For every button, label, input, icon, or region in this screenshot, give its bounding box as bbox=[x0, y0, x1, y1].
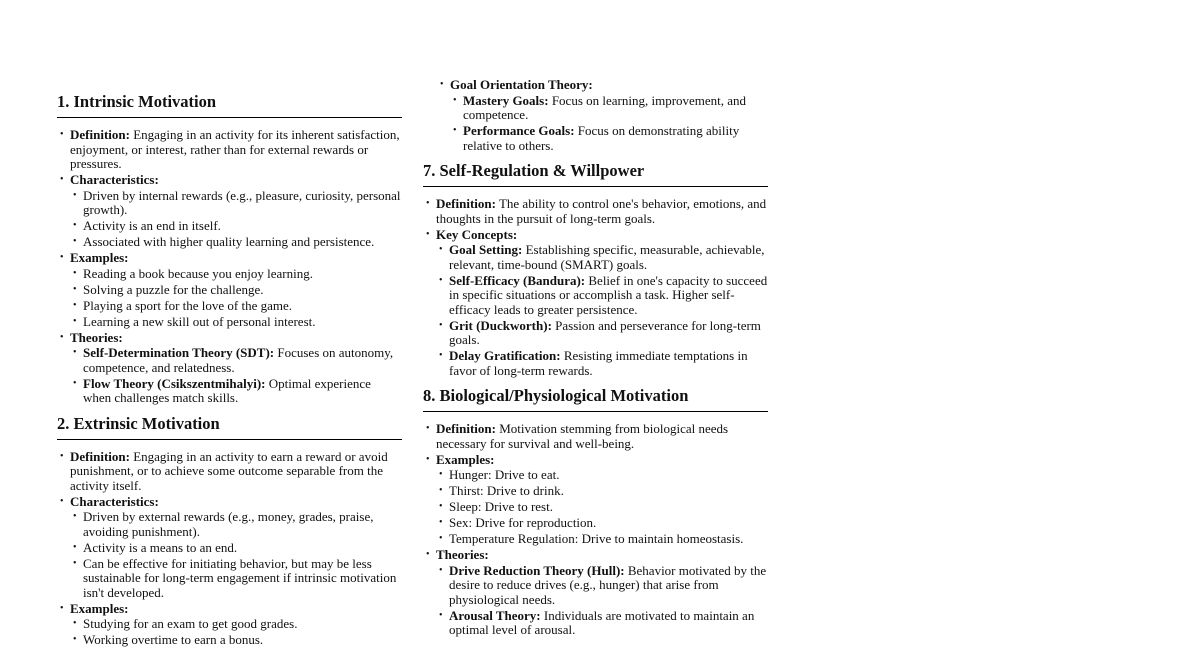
examples-item: • Examples: • Studying for an exam to get good grades. • Working overtime to earn a bonus. bbox=[57, 602, 402, 648]
list-item: • Self-Efficacy (Bandura): Belief in one's capacity to succeed in specific situations or accomplish a task. Higher self-efficacy leads to greater persistence. bbox=[436, 274, 768, 318]
goal-orientation-block bbox=[423, 78, 768, 153]
list-item: • Self-Determination Theory (SDT): Focuses on autonomy, competence, and relatedness. bbox=[70, 346, 402, 375]
section-heading: 1. Intrinsic Motivation bbox=[57, 92, 402, 118]
list-item: • Performance Goals: Focus on demonstrating ability relative to others. bbox=[450, 124, 768, 153]
section-self-regulation bbox=[423, 161, 768, 378]
goal-orientation-item: • Goal Orientation Theory: • Mastery Goals: Focus on learning, improvement, and competence. • Performance Goals: Focus on demonstrating ability relative to others. bbox=[437, 78, 768, 153]
list-item: • Learning a new skill out of personal interest. bbox=[70, 315, 402, 330]
list-item: • Drive Reduction Theory (Hull): Behavior motivated by the desire to reduce drives (e.g., hunger) that arise from physiological needs. bbox=[436, 564, 768, 608]
list-item: • Working overtime to earn a bonus. bbox=[70, 633, 402, 648]
section-heading: 7. Self-Regulation & Willpower bbox=[423, 161, 768, 187]
key-concepts-item: • Key Concepts: • Goal Setting: Establishing specific, measurable, achievable, relevant, time-bound (SMART) goals. • Self-Efficacy (Bandura): Belief in one's capacity to succeed in specific situations or accomplish a task. Higher self-efficacy leads to greater persistence. • Grit (Duckworth): Passion and perseverance for long-term goals. • Delay Gratification: Resisting immediate temptations in favor of long-term rewards. bbox=[423, 228, 768, 379]
list-item: • Temperature Regulation: Drive to maintain homeostasis. bbox=[436, 532, 768, 547]
examples-item: • Examples: • Reading a book because you enjoy learning. • Solving a puzzle for the challenge. • Playing a sport for the love of the game. • Learning a new skill out of personal interest. bbox=[57, 251, 402, 329]
list-item: • Hunger: Drive to eat. bbox=[436, 468, 768, 483]
list-item: • Studying for an exam to get good grades. bbox=[70, 617, 402, 632]
section-heading: 8. Biological/Physiological Motivation bbox=[423, 386, 768, 412]
examples-item: • Examples: • Hunger: Drive to eat. • Thirst: Drive to drink. • Sleep: Drive to rest. • Sex: Drive for reproduction. • Temperature Regulation: Drive to maintain homeostasis. bbox=[423, 453, 768, 547]
section-intrinsic-motivation bbox=[57, 92, 402, 406]
list-item: • Driven by external rewards (e.g., money, grades, praise, avoiding punishment). bbox=[70, 510, 402, 539]
definition-item: • Definition: Engaging in an activity to earn a reward or avoid punishment, or to achieve some outcome separable from the activity itself. bbox=[57, 450, 402, 494]
theories-item: • Theories: • Self-Determination Theory (SDT): Focuses on autonomy, competence, and relatedness. • Flow Theory (Csikszentmihalyi): Optimal experience when challenges match skills. bbox=[57, 331, 402, 406]
theories-item: • Theories: • Drive Reduction Theory (Hull): Behavior motivated by the desire to reduce drives (e.g., hunger) that arise from physiological needs. • Arousal Theory: Individuals are motivated to maintain an optimal level of arousal. bbox=[423, 548, 768, 638]
list-item: • Arousal Theory: Individuals are motivated to maintain an optimal level of arousal. bbox=[436, 609, 768, 638]
list-item: • Driven by internal rewards (e.g., pleasure, curiosity, personal growth). bbox=[70, 189, 402, 218]
list-item: • Flow Theory (Csikszentmihalyi): Optimal experience when challenges match skills. bbox=[70, 377, 402, 406]
definition-item: • Definition: The ability to control one's behavior, emotions, and thoughts in the pursuit of long-term goals. bbox=[423, 197, 768, 226]
list-item: • Can be effective for initiating behavior, but may be less sustainable for long-term engagement if intrinsic motivation isn't developed. bbox=[70, 557, 402, 601]
list-item: • Goal Setting: Establishing specific, measurable, achievable, relevant, time-bound (SMART) goals. bbox=[436, 243, 768, 272]
list-item: • Associated with higher quality learning and persistence. bbox=[70, 235, 402, 250]
list-item: • Activity is an end in itself. bbox=[70, 219, 402, 234]
section-biological-motivation bbox=[423, 386, 768, 638]
characteristics-item: • Characteristics: • Driven by external rewards (e.g., money, grades, praise, avoiding punishment). • Activity is a means to an end. • Can be effective for initiating behavior, but may be less sustainable for long-term engagement if intrinsic motivation isn't developed. bbox=[57, 495, 402, 601]
characteristics-item: • Characteristics: • Driven by internal rewards (e.g., pleasure, curiosity, personal growth). • Activity is an end in itself. • Associated with higher quality learning and persistence. bbox=[57, 173, 402, 250]
list-item: • Reading a book because you enjoy learning. bbox=[70, 267, 402, 282]
list-item: • Sex: Drive for reproduction. bbox=[436, 516, 768, 531]
list-item: • Sleep: Drive to rest. bbox=[436, 500, 768, 515]
list-item: • Mastery Goals: Focus on learning, improvement, and competence. bbox=[450, 94, 768, 123]
definition-item: • Definition: Engaging in an activity for its inherent satisfaction, enjoyment, or interest, rather than for external rewards or pressures. bbox=[57, 128, 402, 172]
list-item: • Thirst: Drive to drink. bbox=[436, 484, 768, 499]
list-item: • Solving a puzzle for the challenge. bbox=[70, 283, 402, 298]
definition-item: • Definition: Motivation stemming from biological needs necessary for survival and well-being. bbox=[423, 422, 768, 451]
right-column bbox=[423, 78, 768, 646]
section-heading: 2. Extrinsic Motivation bbox=[57, 414, 402, 440]
list-item: • Grit (Duckworth): Passion and perseverance for long-term goals. bbox=[436, 319, 768, 348]
left-column bbox=[57, 92, 402, 656]
list-item: • Playing a sport for the love of the game. bbox=[70, 299, 402, 314]
list-item: • Delay Gratification: Resisting immediate temptations in favor of long-term rewards. bbox=[436, 349, 768, 378]
list-item: • Activity is a means to an end. bbox=[70, 541, 402, 556]
section-extrinsic-motivation bbox=[57, 414, 402, 648]
